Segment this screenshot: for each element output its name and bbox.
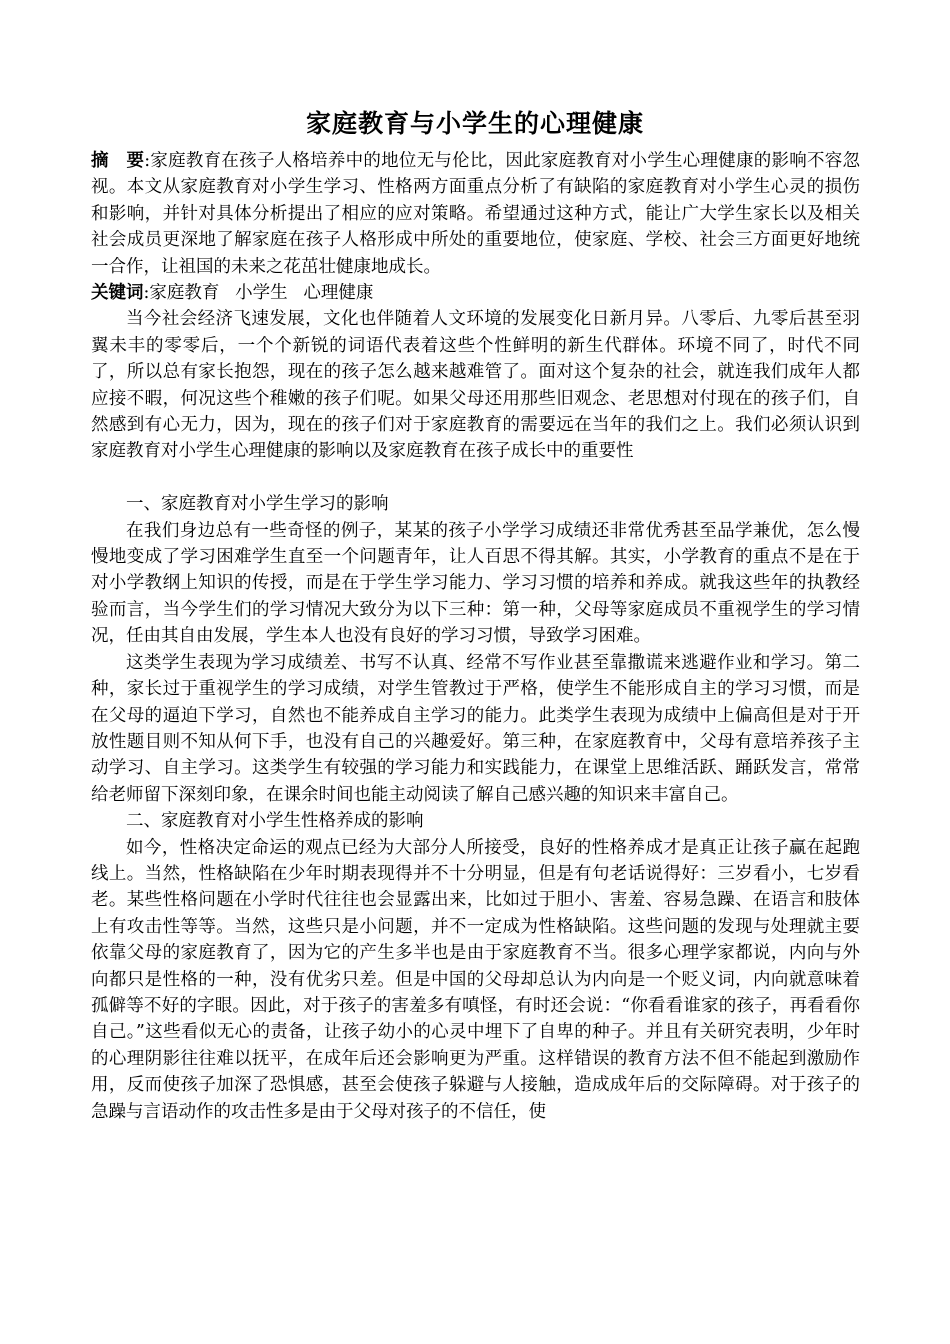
keyword-item: 心理健康 — [303, 283, 374, 304]
abstract-label: 摘 要 — [91, 151, 145, 171]
body-paragraph: 如今，性格决定命运的观点已经为大部分人所接受，良好的性格养成才是真正让孩子赢在起跑线上。当然，性格缺陷在少年时期表现得并不十分明显，但是有句老话说得好：三岁看小，七岁看老。某些性格问题在小学时代往往也会显露出来，比如过于胆小、害羞、容易急躁、在语言和肢体上有攻击性等等。当然，这些只是小问题，并不一定成为性格缺陷。这些问题的发现与处理就主要依靠父母的家庭教育了，因为它的产生多半也是由于家庭教育不当。很多心理学家都说，内向与外向都只是性格的一种，没有优劣只差。但是中国的父母却总认为内向是一个贬义词，内向就意味着孤僻等不好的字眼。因此，对于孩子的害羞多有嗔怪，有时还会说：“你看看谁家的孩子，再看看你自己。”这些看似无心的责备，让孩子幼小的心灵中埋下了自卑的种子。并且有关研究表明，少年时的心理阴影往往难以抚平，在成年后还会影响更为严重。这样错误的教育方法不但不能起到激励作用，反而使孩子加深了恐惧感，甚至会使孩子躲避与人接触，造成成年后的交际障碍。对于孩子的急躁与言语动作的攻击性多是由于父母对孩子的不信任，使 — [91, 837, 860, 1122]
blank-line — [91, 465, 860, 491]
section-heading: 二、家庭教育对小学生性格养成的影响 — [126, 811, 424, 832]
abstract-paragraph — [91, 148, 860, 280]
document-body — [91, 148, 860, 1125]
abstract-text: 家庭教育在孩子人格培养中的地位无与伦比，因此家庭教育对小学生心理健康的影响不容忽视。本文从家庭教育对小学生学习、性格两方面重点分析了有缺陷的家庭教育对小学生心灵的损伤和影响，并针对具体分析提出了相应的应对策略。希望通过这种方式，能让广大学生家长以及相关社会成员更深地了解家庭在孩子人格形成中所处的重要地位，使家庭、学校、社会三方面更好地统一合作，让祖国的未来之花茁壮健康地成长。 — [91, 151, 861, 277]
keywords-label: 关键词 — [91, 283, 144, 304]
keywords-paragraph — [91, 280, 860, 306]
keywords-separator: : — [143, 283, 150, 304]
body-paragraph: 在我们身边总有一些奇怪的例子，某某的孩子小学学习成绩还非常优秀甚至品学兼优，怎么慢慢地变成了学习困难学生直至一个问题青年，让人百思不得其解。其实，小学教育的重点不是在于对小学教纲上知识的传授，而是在于学生学习能力、学习习惯的培养和养成。就我这些年的执教经验而言，当今学生们的学习情况大致分为以下三种：第一种，父母等家庭成员不重视学生的学习情况，任由其自由发展，学生本人也没有良好的学习习惯，导致学习困难。 — [91, 520, 860, 647]
document-title: 家庭教育与小学生的心理健康 — [305, 109, 644, 138]
section-heading: 一、家庭教育对小学生学习的影响 — [126, 494, 389, 515]
body-paragraph: 这类学生表现为学习成绩差、书写不认真、经常不写作业甚至靠撒谎来逃避作业和学习。第二种，家长过于重视学生的学习成绩，对学生管教过于严格，使学生不能形成自主的学习习惯，而是在父母的逼迫下学习，自然也不能养成自主学习的能力。此类学生表现为成绩中上偏高但是对于开放性题目则不知从何下手，也没有自己的兴趣爱好。第三种，在家庭教育中，父母有意培养孩子主动学习、自主学习。这类学生有较强的学习能力和实践能力，在课堂上思维活跃、踊跃发言，常常给老师留下深刻印象，在课余时间也能主动阅读了解自己感兴趣的知识来丰富自己。 — [91, 652, 860, 805]
intro-paragraph: 当今社会经济飞速发展，文化也伴随着人文环境的发展变化日新月异。八零后、九零后甚至羽翼未丰的零零后，一个个新锐的词语代表着这些个性鲜明的新生代群体。环境不同了，时代不同了，所以总有家长抱怨，现在的孩子怎么越来越难管了。面对这个复杂的社会，就连我们成年人都应接不暇，何况这些个稚嫩的孩子们呢。如果父母还用那些旧观念、老思想对付现在的孩子们，自然感到有心无力，因为，现在的孩子们对于家庭教育的需要远在当年的我们之上。我们必须认识到家庭教育对小学生心理健康的影响以及家庭教育在孩子成长中的重要性 — [91, 309, 860, 462]
keyword-item: 小学生 — [235, 283, 288, 304]
abstract-separator: : — [144, 151, 151, 171]
keyword-item: 家庭教育 — [149, 283, 220, 304]
